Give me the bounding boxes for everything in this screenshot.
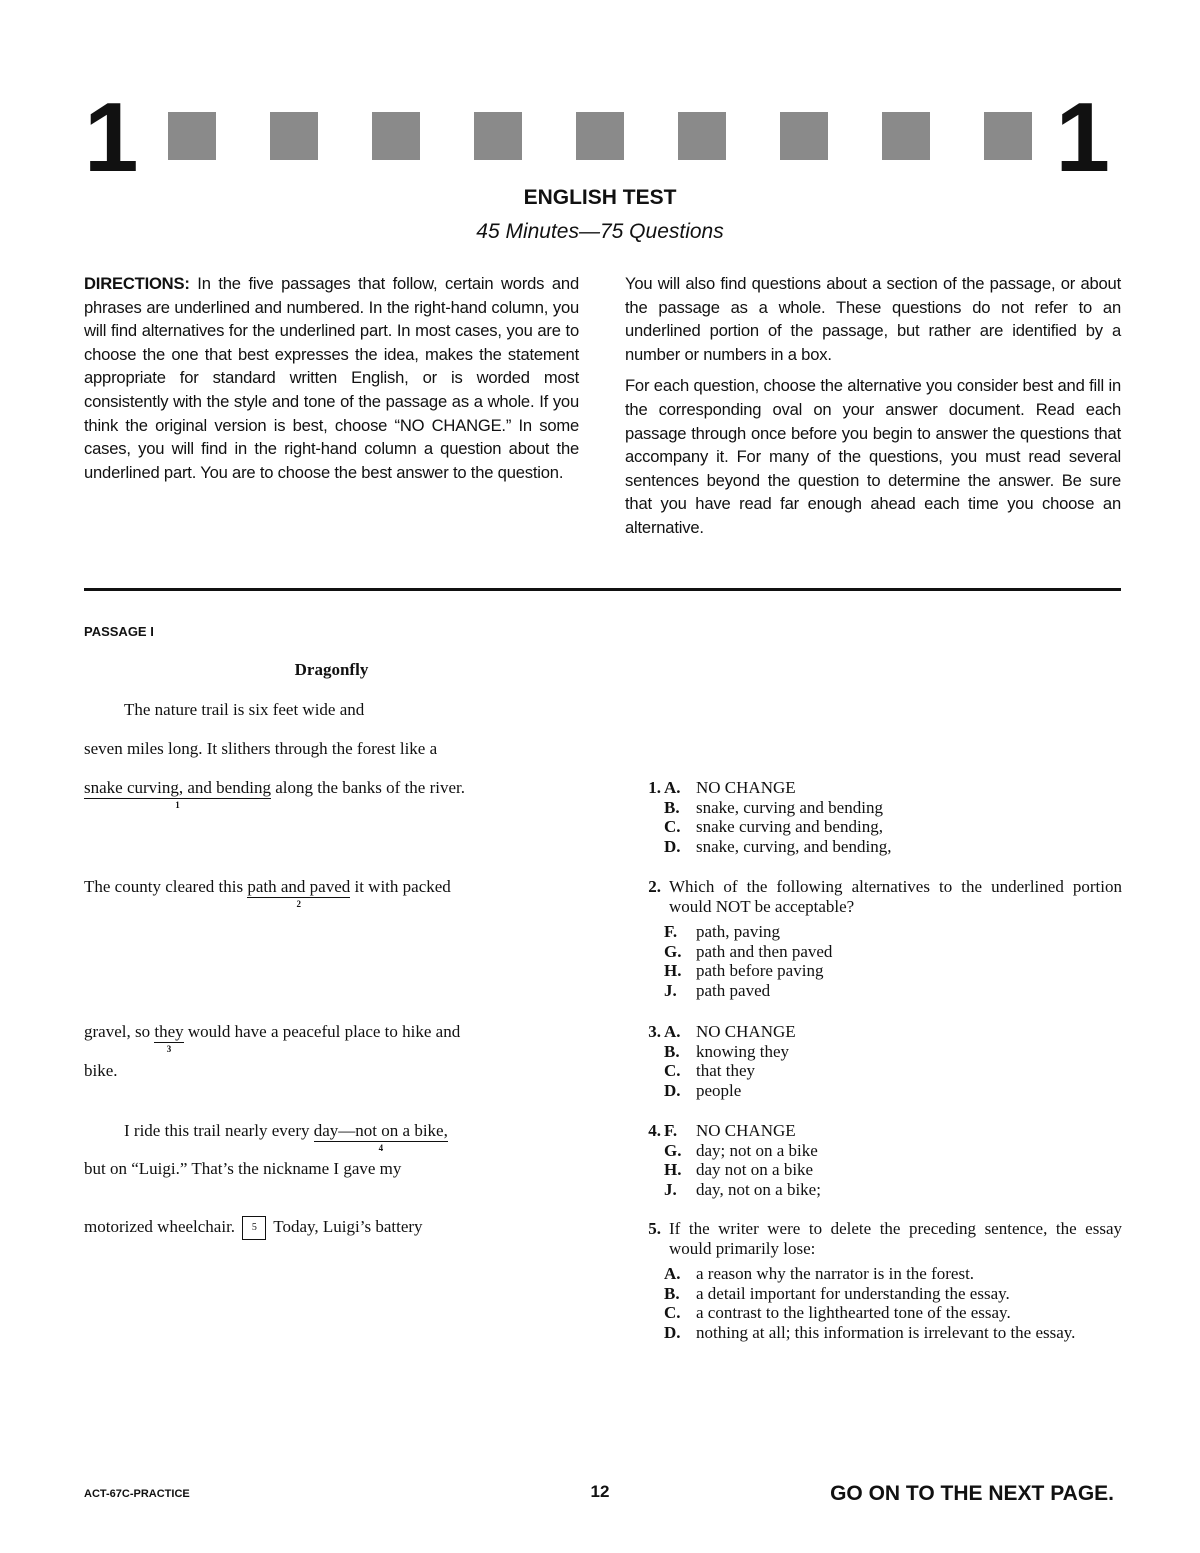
option-letter: B. [664, 1041, 680, 1061]
option-letter: C. [664, 1303, 681, 1322]
question-5 [630, 1219, 1122, 1342]
question-number: 2. [648, 877, 661, 896]
passage-line [84, 778, 465, 810]
passage-text: seven miles long. It slithers through the forest like a [84, 739, 438, 758]
answer-option [661, 1303, 1122, 1323]
option-letter: B. [664, 1283, 680, 1303]
option-text: NO CHANGE [696, 1121, 796, 1140]
option-letter: D. [664, 836, 681, 856]
passage-line [84, 1061, 118, 1081]
option-letter: H. [664, 1160, 682, 1179]
marker-square [168, 112, 216, 160]
underline-number: 4 [378, 1142, 384, 1153]
option-letter: A. [664, 1022, 681, 1041]
answer-option [661, 1081, 1122, 1101]
option-text: path paved [696, 980, 771, 1000]
passage-text: The county cleared this [84, 877, 248, 896]
underlined-portion-2 [247, 877, 351, 909]
answer-option [661, 1180, 1122, 1200]
test-subtitle: 45 Minutes—75 Questions [476, 220, 724, 243]
option-letter: H. [664, 961, 682, 980]
passage-label: PASSAGE I [84, 624, 154, 639]
question-number: 1. [648, 778, 661, 797]
option-letter: C. [664, 1061, 681, 1080]
underlined-portion-4 [313, 1121, 448, 1153]
option-letter: J. [664, 980, 677, 1000]
answer-option [661, 817, 1122, 837]
answer-option [661, 1141, 1122, 1161]
question-4 [630, 1121, 1122, 1199]
section-number-right: 1 [1055, 82, 1110, 192]
option-text: snake, curving and bending [696, 797, 883, 817]
option-text: day; not on a bike [696, 1140, 818, 1160]
option-text: that they [696, 1061, 756, 1080]
marker-square [372, 112, 420, 160]
underlined-portion-1 [84, 778, 271, 810]
option-letter: F. [664, 1121, 678, 1140]
passage-line [84, 1159, 401, 1179]
answer-option [661, 1160, 1122, 1180]
option-letter: G. [664, 941, 682, 961]
option-text: NO CHANGE [696, 1022, 796, 1041]
passage-title: Dragonfly [294, 660, 369, 679]
marker-square [882, 112, 930, 160]
question-stem: If the writer were to delete the preceding sentence, the essay would primarily lose: [669, 1219, 1122, 1258]
passage-text: bike. [84, 1061, 118, 1080]
underline-number: 1 [175, 799, 180, 810]
option-text: people [696, 1080, 742, 1100]
underlined-text: day—not on a bike, [313, 1121, 448, 1140]
directions-left [84, 272, 579, 484]
question-number: 3. [648, 1022, 661, 1041]
answer-option [661, 798, 1122, 818]
answer-option [661, 1264, 1122, 1284]
passage-text: would have a peaceful place to hike and [183, 1022, 461, 1041]
option-text: path before paving [696, 961, 824, 980]
option-text: a contrast to the lighthearted tone of the essay. [696, 1303, 1011, 1322]
question-number: 5. [648, 1219, 661, 1238]
marker-square [576, 112, 624, 160]
answer-option [661, 981, 1122, 1001]
passage-text: motorized wheelchair. [84, 1216, 236, 1236]
go-on-next-page: GO ON TO THE NEXT PAGE. [830, 1482, 1114, 1505]
directions-label: DIRECTIONS: [84, 274, 190, 293]
answer-option [661, 961, 1122, 981]
directions-left-text: In the five passages that follow, certain words and phrases are underlined and numbered. In the right-hand column, you will find alternatives for the underlined part. In most cases, you are to choose the one that best expresses the idea, makes the statement appropriate for standard written English, or is worded most consistently with the style and tone of the passage as a whole. If you think the original version is best, choose “NO CHANGE.” In some cases, you will find in the right-hand column a question about the underlined part. You are to choose the best answer to the question. [84, 274, 579, 482]
passage-line [84, 1022, 461, 1054]
passage-line [84, 1121, 448, 1153]
answer-option [661, 837, 1122, 857]
passage-text: Today, Luigi’s battery [273, 1216, 423, 1236]
passage-text: but on “Luigi.” That’s the nickname I gave my [84, 1159, 402, 1178]
option-letter: C. [664, 817, 681, 836]
answer-option [661, 1284, 1122, 1304]
option-text: path, paving [696, 922, 781, 941]
question-number: 4. [648, 1121, 661, 1140]
question-2 [630, 877, 1122, 1000]
answer-option [661, 1323, 1122, 1343]
passage-line [84, 739, 437, 759]
option-text: path and then paved [696, 941, 833, 961]
underline-number: 2 [296, 898, 302, 909]
option-letter: D. [664, 1080, 681, 1100]
underlined-text: they [154, 1022, 184, 1041]
marker-square [270, 112, 318, 160]
question-3 [630, 1022, 1122, 1100]
option-text: day, not on a bike; [696, 1179, 821, 1199]
answer-option [661, 1042, 1122, 1062]
passage-line [84, 700, 364, 720]
section-number-left: 1 [84, 82, 139, 192]
option-text: NO CHANGE [696, 778, 796, 797]
directions-right-paragraph-2: For each question, choose the alternative you consider best and fill in the corresponding oval on your answer document. Read each passage through once before you begin to answer the questions that accompany it. For many of the questions, you must read several sentences beyond the question to determine the answer. Be sure that you have read far enough ahead each time you choose an alternative. [625, 376, 1121, 537]
option-letter: A. [664, 1264, 681, 1283]
option-letter: A. [664, 778, 681, 797]
option-text: a detail important for understanding the essay. [696, 1283, 1010, 1303]
option-letter: J. [664, 1179, 677, 1199]
option-letter: F. [664, 922, 678, 941]
option-letter: B. [664, 797, 680, 817]
marker-square [678, 112, 726, 160]
marker-square [780, 112, 828, 160]
divider-rule [84, 588, 1121, 591]
option-text: nothing at all; this information is irrelevant to the essay. [696, 1322, 1076, 1342]
option-letter: D. [664, 1322, 681, 1342]
passage-text: The nature trail is six feet wide and [124, 700, 365, 719]
underlined-portion-3 [154, 1022, 184, 1054]
option-text: a reason why the narrator is in the forest. [696, 1264, 975, 1283]
passage-text: gravel, so [84, 1022, 155, 1041]
section-marker-squares [168, 112, 1036, 162]
passage-line [84, 1216, 423, 1240]
option-text: snake curving and bending, [696, 817, 883, 836]
passage-line [84, 877, 451, 909]
directions-right [625, 272, 1121, 548]
answer-option [661, 1061, 1122, 1081]
underlined-text: path and paved [247, 877, 351, 896]
boxed-question-number: 5 [242, 1216, 266, 1240]
option-text: knowing they [696, 1041, 790, 1061]
test-title: ENGLISH TEST [523, 186, 677, 209]
option-text: snake, curving, and bending, [696, 836, 892, 856]
underline-number: 3 [166, 1043, 172, 1054]
underlined-text: snake curving, and bending [84, 778, 271, 797]
question-1 [630, 778, 1122, 856]
page-number: 12 [590, 1482, 610, 1501]
directions-right-paragraph-1: You will also find questions about a section of the passage, or about the passage as a whole. These questions do not refer to an underlined portion of the passage, but rather are identified by a number or numbers in a box. [625, 274, 1121, 364]
passage-text: I ride this trail nearly every [124, 1121, 314, 1140]
marker-square [984, 112, 1032, 160]
question-stem: Which of the following alternatives to the underlined portion would NOT be acceptable? [669, 877, 1122, 916]
option-letter: G. [664, 1140, 682, 1160]
answer-option [661, 942, 1122, 962]
answer-option [661, 922, 1122, 942]
footer-form-code: ACT-67C-PRACTICE [84, 1488, 190, 1500]
marker-square [474, 112, 522, 160]
passage-text: along the banks of the river. [270, 778, 465, 797]
passage-text: it with packed [350, 877, 451, 896]
option-text: day not on a bike [696, 1160, 814, 1179]
